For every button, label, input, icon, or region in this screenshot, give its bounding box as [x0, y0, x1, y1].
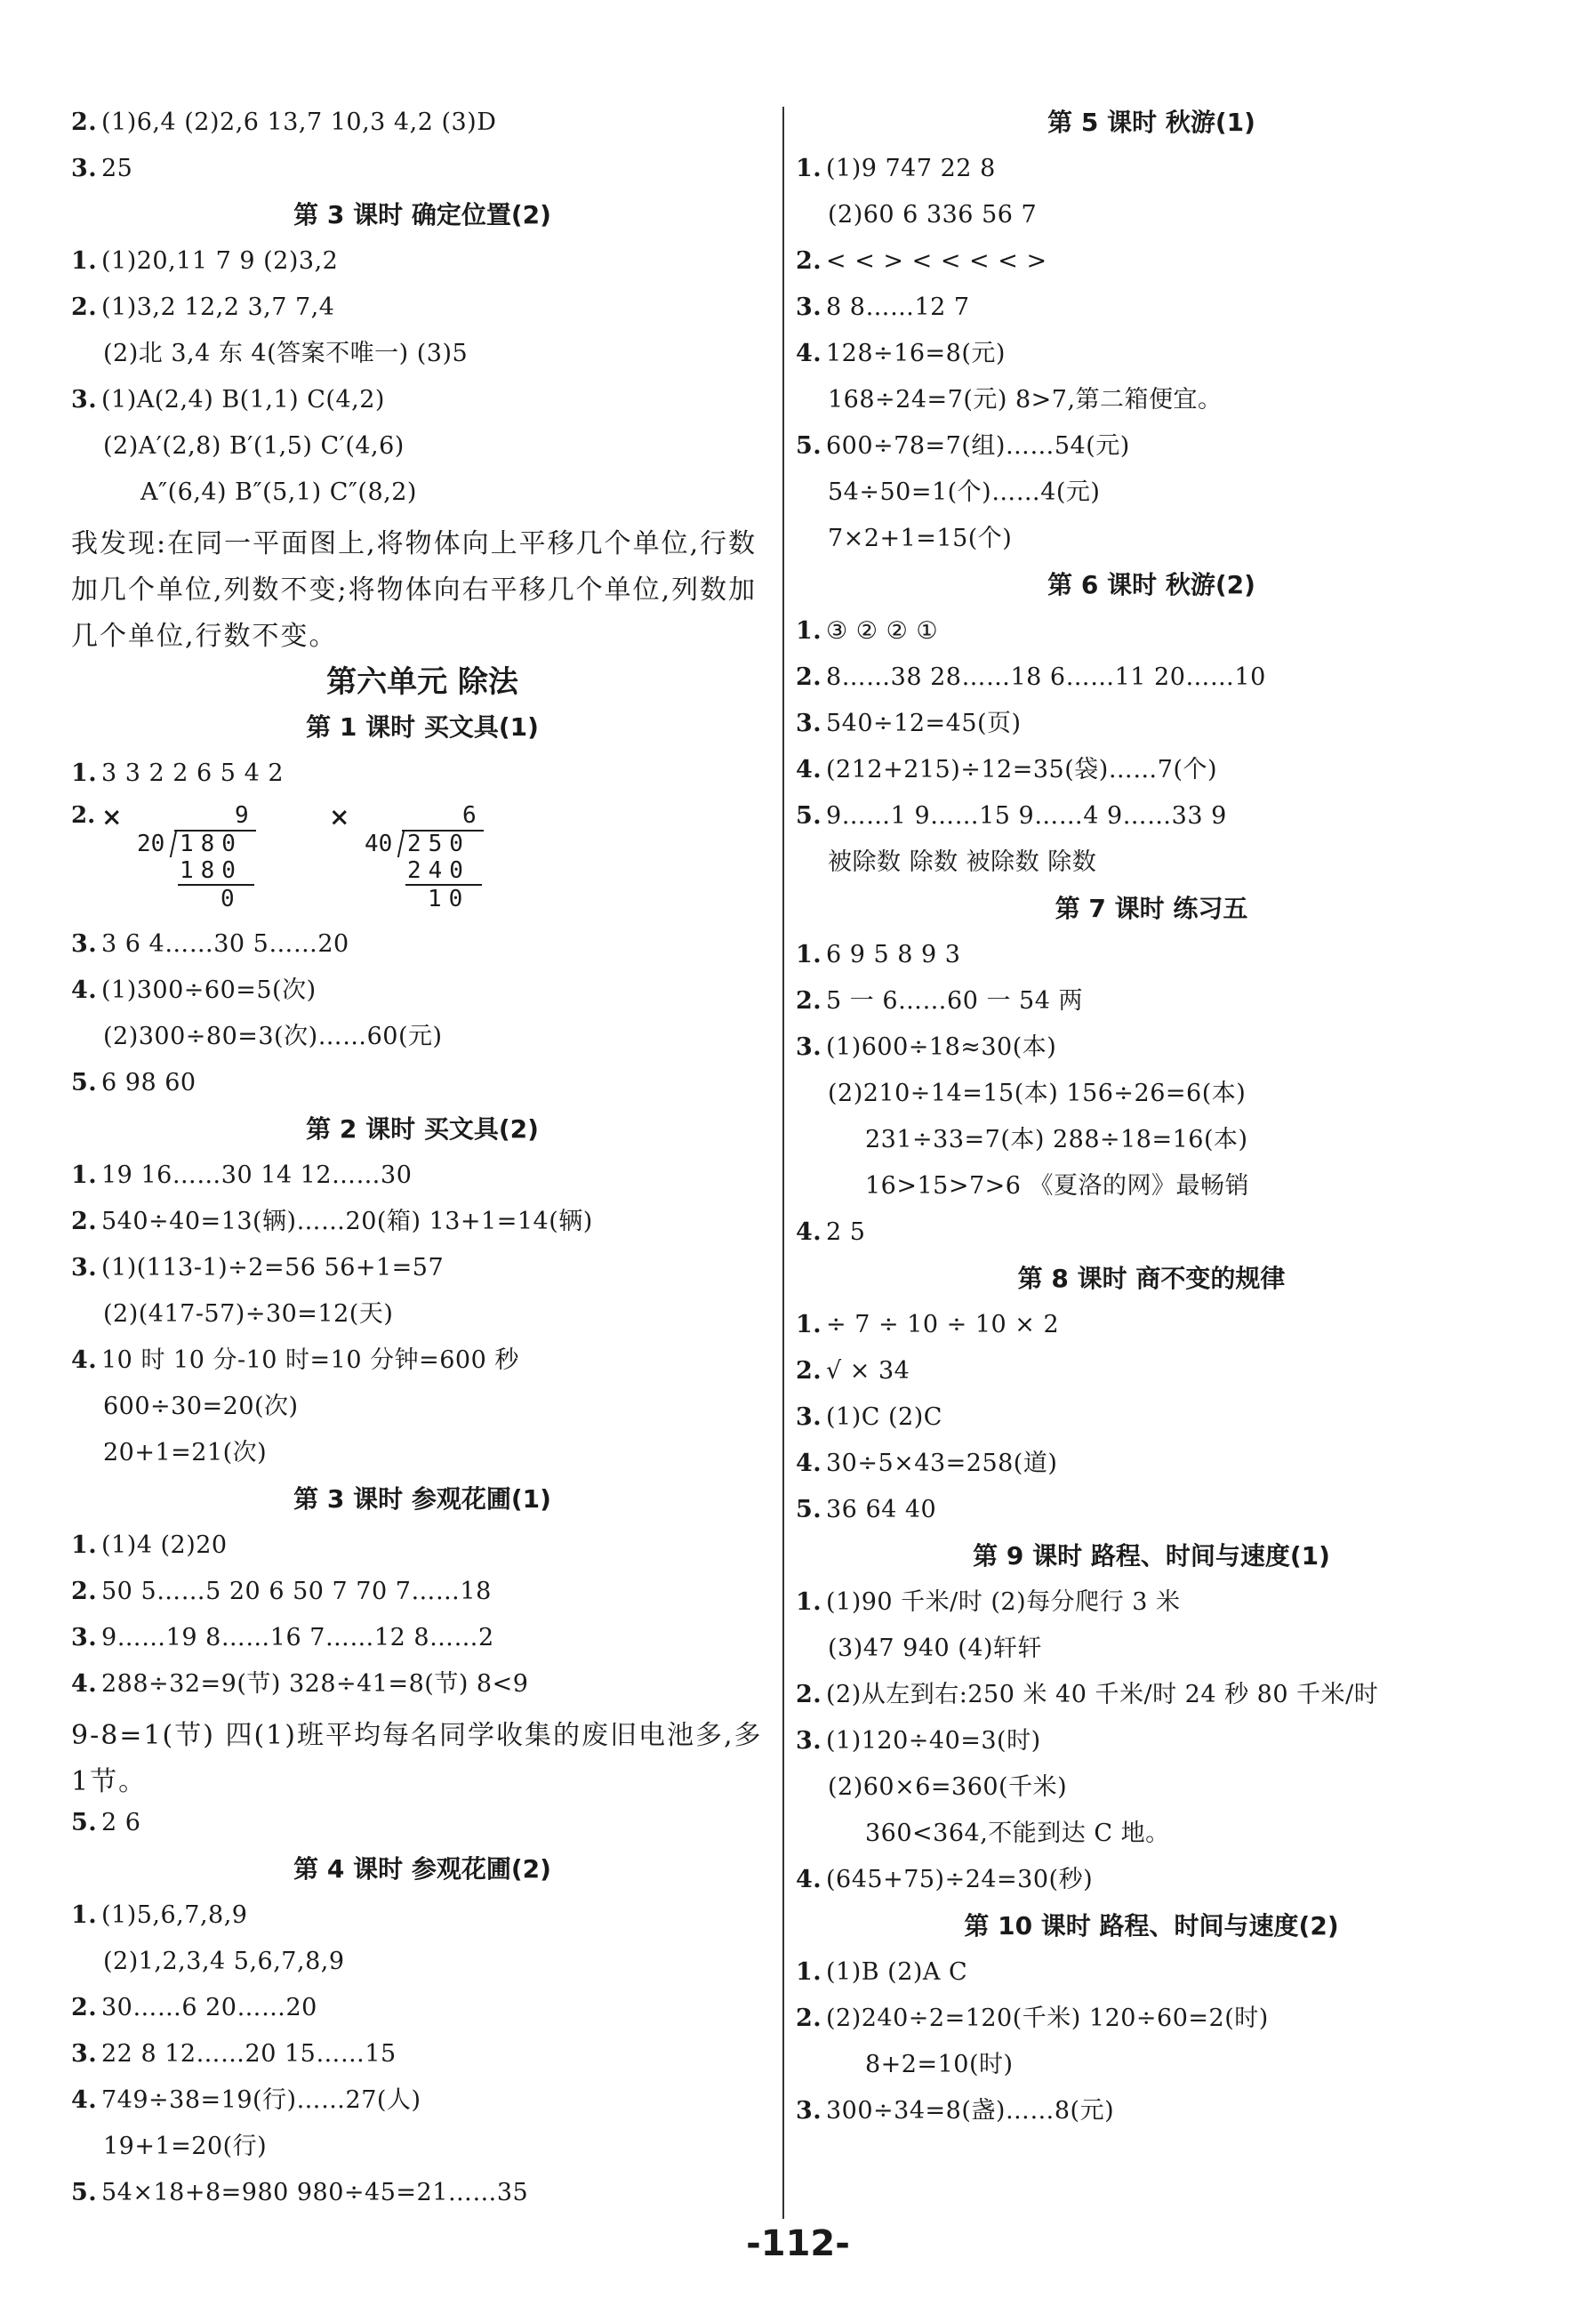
answer-line	[796, 290, 1507, 336]
answer-text: (2)北 3,4 东 4(答案不唯一) (3)5	[103, 340, 469, 367]
answer-line	[796, 1770, 1507, 1816]
quotient: 6	[462, 802, 477, 829]
answer-line	[796, 1862, 1507, 1908]
answer-line	[71, 290, 774, 336]
answer-text: 20+1=21(次)	[103, 1439, 268, 1466]
answer-line	[796, 429, 1507, 475]
answer-text: 54×18+8=980 980÷45=21……35	[101, 2179, 529, 2206]
quotient: 9	[235, 802, 249, 829]
question-number: 4.	[796, 340, 822, 367]
answer-text: 2 5	[826, 1218, 866, 1246]
subtrahend: 240	[407, 857, 470, 884]
question-number: 3.	[796, 710, 822, 737]
answer-text: (1)B (2)A C	[826, 1958, 968, 1986]
question-number: 2.	[71, 108, 98, 136]
answer-text: 5 一 6……60 一 54 两	[826, 987, 1083, 1015]
answer-text: 8……38 28……18 6……11 20……10	[826, 663, 1266, 691]
answer-text: 被除数 除数 被除数 除数	[828, 848, 1097, 876]
lesson-heading: 第 2 课时 买文具(2)	[306, 1114, 539, 1144]
answer-line	[71, 2175, 774, 2222]
answer-line	[71, 1944, 774, 1990]
answer-line	[796, 1400, 1507, 1446]
answer-text: (2)60×6=360(千米)	[828, 1773, 1068, 1801]
lesson-heading: 第 7 课时 练习五	[1055, 894, 1248, 923]
answer-line	[796, 2001, 1507, 2047]
answer-text: 19+1=20(行)	[103, 2133, 268, 2160]
answer-text: 749÷38=19(行)……27(人)	[101, 2086, 421, 2114]
answer-text: (1)5,6,7,8,9	[101, 1901, 248, 1929]
answer-line	[796, 660, 1507, 706]
question-number: 1.	[71, 1901, 98, 1929]
remainder: 10	[428, 886, 470, 912]
answer-text: (645+75)÷24=30(秒)	[826, 1866, 1094, 1893]
lesson-heading: 第 4 课时 参观花圃(2)	[293, 1854, 551, 1884]
answer-line	[71, 336, 774, 382]
answer-text: 600÷78=7(组)……54(元)	[826, 432, 1130, 460]
answer-text: 22 8 12……20 15……15	[101, 2040, 397, 2068]
answer-paragraph: 我发现:在同一平面图上,将物体向上平移几个单位,行数加几个单位,列数不变;将物体向右平移几个单位,列数加几个单位,行数不变。	[71, 528, 758, 652]
wrong-mark: ×	[101, 802, 123, 832]
answer-text: (1)300÷60=5(次)	[101, 976, 317, 1004]
answer-text: 231÷33=7(本) 288÷18=16(本)	[865, 1126, 1248, 1153]
answer-line	[71, 475, 774, 521]
answer-line	[796, 336, 1507, 382]
question-number: 3.	[796, 1727, 822, 1755]
answer-text: 3 3 2 2 6 5 4 2	[101, 759, 285, 787]
answer-line	[796, 1677, 1507, 1723]
wrong-mark: ×	[329, 802, 350, 832]
question-number: 2.	[796, 1357, 822, 1385]
lesson-heading: 第 3 课时 确定位置(2)	[293, 200, 551, 229]
question-number: 4.	[796, 1218, 822, 1246]
answer-text: (1)A(2,4) B(1,1) C(4,2)	[101, 386, 385, 414]
answer-line	[796, 937, 1507, 984]
answer-line	[796, 2093, 1507, 2140]
answer-text: (1)C (2)C	[826, 1403, 942, 1431]
answer-text: 8+2=10(时)	[865, 2051, 1014, 2078]
answer-text: (2)60 6 336 56 7	[828, 201, 1038, 229]
question-number: 3.	[71, 155, 98, 182]
question-number: 1.	[71, 1531, 98, 1559]
question-number: 3.	[71, 1624, 98, 1651]
right-column	[796, 105, 1507, 2140]
answer-line	[796, 1215, 1507, 1261]
question-number: 5.	[71, 1069, 98, 1097]
answer-line	[796, 1122, 1507, 1169]
answer-text: (2)240÷2=120(千米) 120÷60=2(时)	[826, 2005, 1269, 2032]
lesson-heading: 第 5 课时 秋游(1)	[1047, 108, 1255, 137]
answer-line	[71, 1620, 774, 1667]
answer-text: 288÷32=9(节) 328÷41=8(节) 8<9	[101, 1670, 529, 1698]
question-number: 4.	[71, 1670, 98, 1698]
answer-line	[796, 1631, 1507, 1677]
answer-line	[71, 1297, 774, 1343]
answer-text: 2 6	[101, 1809, 141, 1836]
answer-text: (1)600÷18≈30(本)	[826, 1033, 1057, 1061]
answer-line	[796, 614, 1507, 660]
answer-text: 30÷5×43=258(道)	[826, 1450, 1058, 1477]
question-number: 3.	[796, 1033, 822, 1061]
answer-text: 168÷24=7(元) 8>7,第二箱便宜。	[828, 386, 1223, 414]
answer-text: 300÷34=8(盏)……8(元)	[826, 2097, 1115, 2125]
answer-text: 25	[101, 155, 133, 182]
answer-line	[71, 1343, 774, 1389]
question-number: 2.	[796, 2005, 822, 2032]
answer-text: 10 时 10 分-10 时=10 分钟=600 秒	[101, 1346, 519, 1374]
question-number: 4.	[796, 756, 822, 783]
answer-text: (3)47 940 (4)轩轩	[828, 1635, 1043, 1662]
answer-text: (1)6,4 (2)2,6 13,7 10,3 4,2 (3)D	[101, 108, 497, 136]
question-number: 4.	[71, 976, 98, 1004]
answer-line	[71, 2037, 774, 2083]
answer-line	[796, 1585, 1507, 1631]
answer-line	[71, 1667, 774, 1713]
answer-line	[71, 927, 774, 973]
answer-text: (2)(417-57)÷30=12(天)	[103, 1300, 394, 1328]
answer-line	[71, 1898, 774, 1944]
question-number: 3.	[796, 2097, 822, 2125]
division-bracket	[397, 831, 405, 857]
answer-line	[796, 197, 1507, 244]
answer-line	[71, 244, 774, 290]
lesson-heading: 第 6 课时 秋游(2)	[1047, 570, 1255, 599]
answer-line	[796, 521, 1507, 567]
answer-text: 6 98 60	[101, 1069, 196, 1097]
answer-line	[796, 1307, 1507, 1354]
answer-text: (1)20,11 7 9 (2)3,2	[101, 247, 339, 275]
answer-text: 30……6 20……20	[101, 1994, 317, 2021]
lesson-heading: 第 8 课时 商不变的规律	[1017, 1264, 1286, 1293]
answer-line	[71, 973, 774, 1019]
answer-line	[796, 151, 1507, 197]
answer-text: 8 8……12 7	[826, 293, 970, 321]
answer-line	[796, 244, 1507, 290]
answer-line	[796, 752, 1507, 799]
answer-line	[796, 1816, 1507, 1862]
answer-text: 128÷16=8(元)	[826, 340, 1006, 367]
question-number: 2.	[796, 663, 822, 691]
answer-text: 54÷50=1(个)……4(元)	[828, 478, 1101, 506]
answer-line	[796, 706, 1507, 752]
divisor: 20	[137, 831, 165, 857]
answer-text: (1)90 千米/时 (2)每分爬行 3 米	[826, 1588, 1181, 1616]
remainder: 0	[221, 886, 242, 912]
dividend: 180	[180, 831, 243, 857]
answer-text: 9……19 8……16 7……12 8……2	[101, 1624, 494, 1651]
question-number: 1.	[71, 247, 98, 275]
question-number: 2.	[71, 293, 98, 321]
answer-line	[71, 1065, 774, 1112]
answer-line	[796, 845, 1507, 891]
answer-text: < < > < < < < >	[826, 247, 1047, 275]
subtraction-line	[178, 884, 254, 886]
question-number: 2.	[71, 1208, 98, 1235]
answer-text: 540÷40=13(辆)……20(箱) 13+1=14(辆)	[101, 1208, 593, 1235]
subtrahend: 180	[180, 857, 243, 884]
question-number: 1.	[796, 617, 822, 645]
question-number: 3.	[71, 1254, 98, 1282]
question-number: 3.	[796, 1403, 822, 1431]
answer-text: (1)3,2 12,2 3,7 7,4	[101, 293, 335, 321]
answer-line	[71, 1158, 774, 1204]
answer-text: (1)(113-1)÷2=56 56+1=57	[101, 1254, 445, 1282]
question-number: 2.	[796, 987, 822, 1015]
answer-text: (2)从左到右:250 米 40 千米/时 24 秒 80 千米/时	[826, 1681, 1379, 1708]
answer-line	[796, 1723, 1507, 1770]
answer-line	[71, 1204, 774, 1250]
answer-line	[796, 1492, 1507, 1539]
answer-text: (2)300÷80=3(次)……60(元)	[103, 1023, 443, 1050]
question-number: 5.	[796, 432, 822, 460]
answer-line	[71, 105, 774, 151]
divisor: 40	[365, 831, 393, 857]
answer-line	[71, 1574, 774, 1620]
answer-line	[71, 2083, 774, 2129]
answer-text: (2)1,2,3,4 5,6,7,8,9	[103, 1948, 345, 1975]
answer-line	[796, 2047, 1507, 2093]
column-divider	[782, 107, 784, 2219]
answer-text: ③ ② ② ①	[826, 617, 939, 645]
answer-text: (1)4 (2)20	[101, 1531, 228, 1559]
answer-text: 19 16……30 14 12……30	[101, 1161, 413, 1189]
answer-line	[796, 1354, 1507, 1400]
answer-line	[796, 1076, 1507, 1122]
answer-line	[71, 1805, 774, 1852]
page-number: -112-	[746, 2223, 850, 2264]
question-number: 2.	[71, 1994, 98, 2021]
answer-text: (1)120÷40=3(时)	[826, 1727, 1041, 1755]
answer-text: 3 6 4……30 5……20	[101, 930, 349, 958]
division-bracket	[170, 831, 177, 857]
question-number: 1.	[71, 1161, 98, 1189]
dividend: 250	[407, 831, 470, 857]
question-number: 2.	[71, 802, 96, 829]
answer-text: 600÷30=20(次)	[103, 1393, 299, 1420]
question-number: 4.	[796, 1450, 822, 1477]
answer-text: √ × 34	[826, 1357, 910, 1385]
question-number: 3.	[71, 386, 98, 414]
answer-line	[71, 429, 774, 475]
answer-text: 50 5……5 20 6 50 7 70 7……18	[101, 1578, 492, 1605]
question-number: 4.	[71, 1346, 98, 1374]
question-number: 2.	[796, 1681, 822, 1708]
answer-line	[71, 2129, 774, 2175]
question-number: 4.	[796, 1866, 822, 1893]
answer-line	[71, 151, 774, 197]
question-number: 5.	[796, 802, 822, 830]
answer-line	[796, 1169, 1507, 1215]
question-number: 1.	[796, 1958, 822, 1986]
answer-line	[71, 1435, 774, 1482]
answer-text: (2)A′(2,8) B′(1,5) C′(4,6)	[103, 432, 405, 460]
answer-paragraph: 9-8=1(节) 四(1)班平均每名同学收集的废旧电池多,多1节。	[71, 1720, 763, 1797]
answer-line	[71, 1019, 774, 1065]
answer-text: 36 64 40	[826, 1496, 937, 1523]
answer-line	[71, 1990, 774, 2037]
unit-title: 第六单元 除法	[326, 664, 518, 700]
lesson-heading: 第 3 课时 参观花圃(1)	[293, 1484, 551, 1514]
question-number: 5.	[71, 1809, 98, 1836]
question-number: 5.	[796, 1496, 822, 1523]
answer-text: 9……1 9……15 9……4 9……33 9	[826, 802, 1227, 830]
answer-line	[796, 475, 1507, 521]
answer-line	[71, 1389, 774, 1435]
answer-text: ÷ 7 ÷ 10 ÷ 10 × 2	[826, 1311, 1060, 1338]
lesson-heading: 第 1 课时 买文具(1)	[306, 712, 539, 742]
left-column	[71, 105, 774, 2222]
answer-text: A″(6,4) B″(5,1) C″(8,2)	[140, 478, 417, 506]
lesson-heading: 第 10 课时 路程、时间与速度(2)	[964, 1911, 1339, 1940]
answer-line	[796, 1955, 1507, 2001]
answer-line	[796, 382, 1507, 429]
lesson-heading: 第 9 课时 路程、时间与速度(1)	[973, 1541, 1330, 1571]
answer-line	[796, 1446, 1507, 1492]
answer-text: 360<364,不能到达 C 地。	[865, 1820, 1170, 1847]
answer-line	[71, 756, 774, 802]
question-number: 1.	[796, 941, 822, 968]
answer-text: 16>15>7>6 《夏洛的网》最畅销	[865, 1172, 1250, 1200]
answer-line	[796, 984, 1507, 1030]
answer-text: 540÷12=45(页)	[826, 710, 1022, 737]
answer-line	[796, 1030, 1507, 1076]
answer-text: 7×2+1=15(个)	[828, 525, 1013, 552]
question-number: 1.	[796, 1311, 822, 1338]
question-number: 1.	[796, 1588, 822, 1616]
question-number: 1.	[796, 155, 822, 182]
question-number: 3.	[71, 2040, 98, 2068]
answer-text: (1)9 747 22 8	[826, 155, 996, 182]
question-number: 2.	[71, 1578, 98, 1605]
answer-line	[796, 799, 1507, 845]
question-number: 4.	[71, 2086, 98, 2114]
answer-text: 6 9 5 8 9 3	[826, 941, 961, 968]
long-division-row	[71, 802, 774, 927]
question-number: 5.	[71, 2179, 98, 2206]
question-number: 3.	[71, 930, 98, 958]
answer-line	[71, 1250, 774, 1297]
answer-text: (212+215)÷12=35(袋)……7(个)	[826, 756, 1218, 783]
question-number: 1.	[71, 759, 98, 787]
answer-line	[71, 382, 774, 429]
answer-text: (2)210÷14=15(本) 156÷26=6(本)	[828, 1080, 1247, 1107]
question-number: 3.	[796, 293, 822, 321]
question-number: 2.	[796, 247, 822, 275]
answer-line	[71, 1528, 774, 1574]
